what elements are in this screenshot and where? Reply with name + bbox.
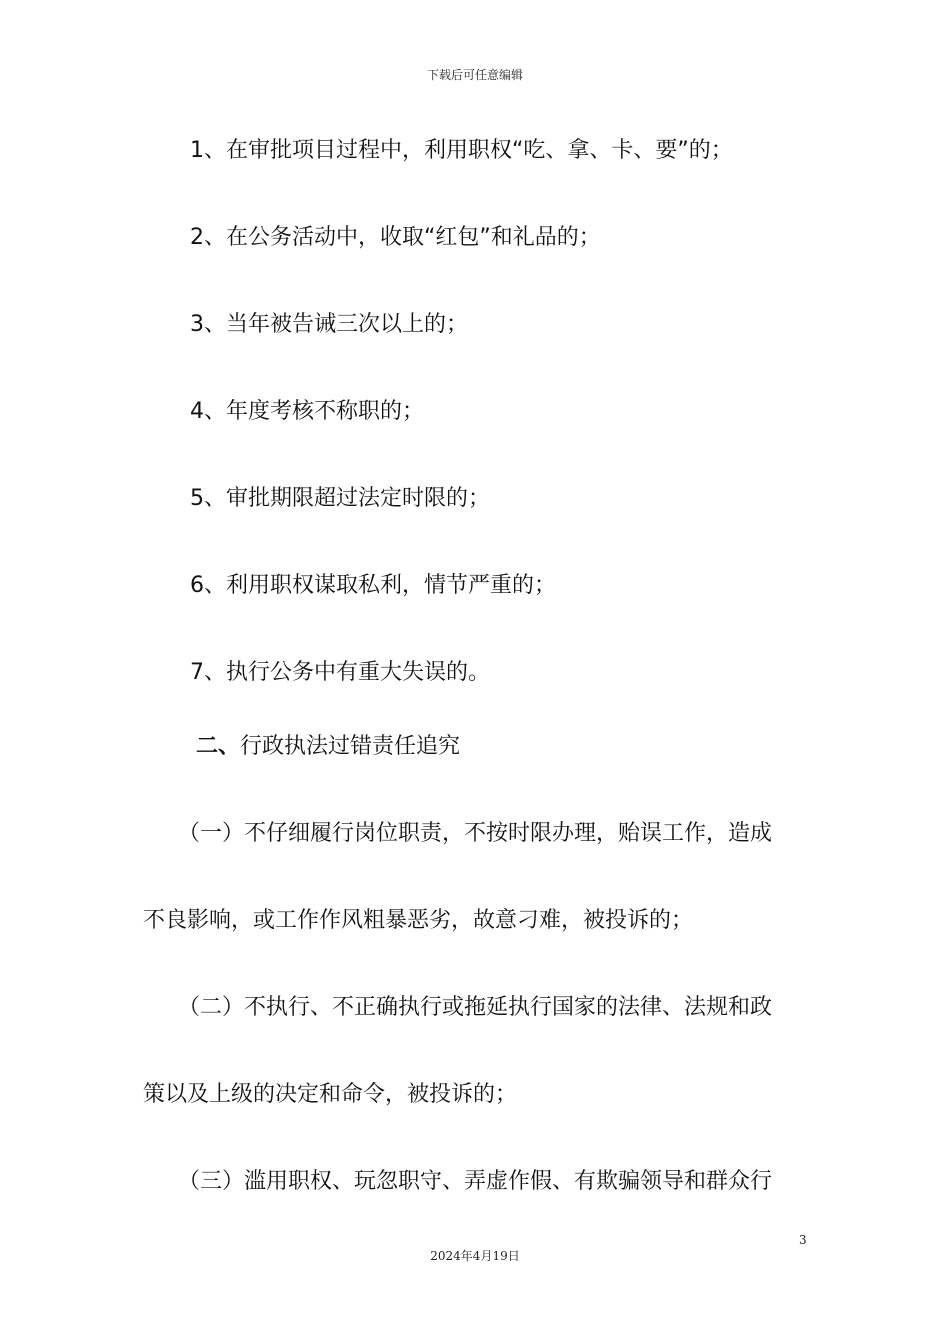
list-item: 4、年度考核不称职的；: [190, 399, 424, 424]
section-heading: [196, 732, 460, 762]
section-heading-number: 二、: [196, 734, 241, 759]
paragraph-line: （一）不仔细履行岗位职责，不按时限办理，贻误工作，造成: [178, 821, 773, 846]
footer-date: 2024年4月19日: [430, 1249, 520, 1263]
paragraph-line: 策以及上级的决定和命令，被投诉的；: [143, 1082, 518, 1107]
list-item: 3、当年被告诫三次以上的；: [190, 312, 468, 337]
section-heading-title: 行政执法过错责任追究: [240, 734, 461, 759]
list-item: 5、审批期限超过法定时限的；: [190, 486, 490, 511]
paragraph-line: 不良影响，或工作作风粗暴恶劣，故意刁难，被投诉的；: [143, 908, 694, 933]
list-item: 1、在审批项目过程中，利用职权“吃、拿、卡、要”的；: [190, 138, 733, 163]
paragraph-line: （三）滥用职权、玩忽职守、弄虚作假、有欺骗领导和群众行: [178, 1169, 773, 1194]
page-header: 下载后可任意编辑: [426, 68, 523, 82]
list-item: 7、执行公务中有重大失误的。: [190, 660, 490, 685]
page-number: 3: [799, 1233, 807, 1247]
paragraph-line: （二）不执行、不正确执行或拖延执行国家的法律、法规和政: [178, 995, 773, 1020]
list-item: 6、利用职权谋取私利，情节严重的；: [190, 573, 556, 598]
list-item: 2、在公务活动中，收取“红包”和礼品的；: [190, 225, 601, 250]
